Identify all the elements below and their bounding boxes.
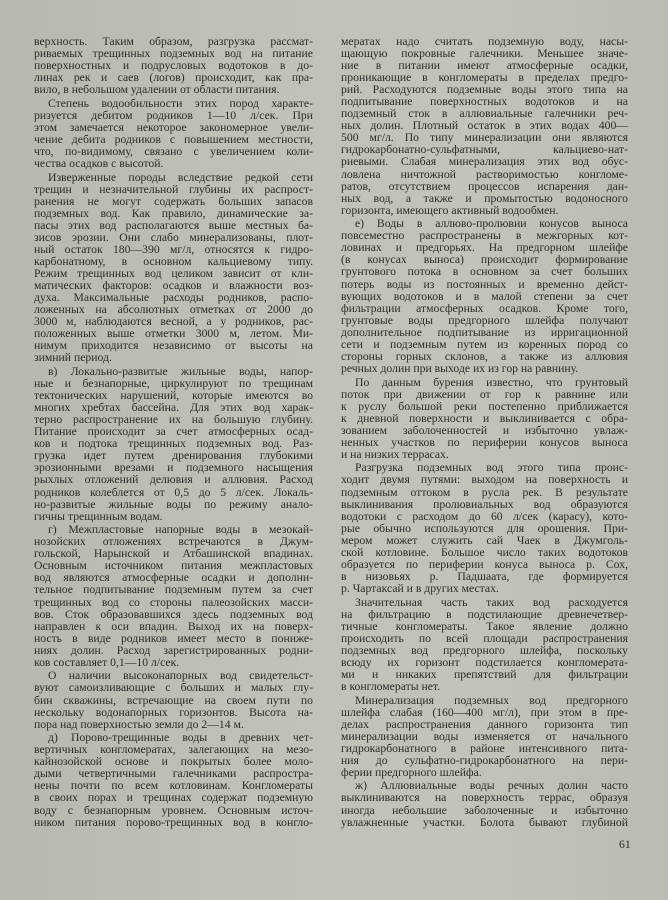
text-line: О наличии высоконапорных вод свидетельст- [48, 669, 313, 683]
text-line: этом замечается некоторое закономерное увели- [34, 120, 313, 134]
text-line: подземный сток в аллювиальные галечники реч- [341, 107, 628, 121]
text-line: к дневной поверхности и выклинивается с обра- [341, 411, 628, 425]
text-line: ный остаток 180—390 мг/л, относятся к гидро- [34, 242, 313, 256]
text-line: духа. Максимальные расходы родников, распо- [34, 291, 313, 305]
text-line: ферии предгорного шлейфа. [341, 765, 482, 779]
text-line: нимум приходится независимо от высоты на [34, 339, 313, 353]
text-line: гидрокарбонатного в районе интенсивного пита- [341, 741, 628, 755]
text-line: ненных участков по периферии конусов выноса [341, 435, 628, 449]
text-line: ранения не могут содержать больших запасов [34, 194, 313, 208]
text-line: тичные конгломераты. Такое явление должно [341, 619, 628, 633]
text-line: чение дебита родников с повышением местности, [34, 132, 313, 146]
text-line: родников колеблется от 0,5 до 5 л/сек. Локаль- [34, 485, 313, 499]
text-line: вертичных конгломератах, залегающих на мезо- [34, 743, 313, 757]
text-line: ные и безнапорные, циркулируют по трещинам [34, 377, 313, 391]
text-line: ризуется дебитом родников 1—10 л/сек. При [34, 108, 313, 122]
text-line: образуется по периферии конуса выноса р. Сох, [341, 557, 628, 571]
text-line: фильтрации атмосферных осадков. Кроме того, [341, 301, 628, 315]
text-line: бин скважины, встречающие на своем пути по [34, 693, 313, 707]
text-line: тектонических нарушений, которые имеются во [34, 389, 313, 403]
text-line: выклиниваются на поверхность террас, образуя [341, 791, 628, 805]
text-line: в своих порах и трещинах содержат подземную [34, 791, 313, 805]
text-line: ния до сульфатно-гидрокарбонатного на пери- [341, 753, 628, 767]
text-line: в) Локально-развитые жильные воды, напор- [48, 365, 313, 379]
text-line: Основным источником питания межпластовых [34, 559, 313, 573]
text-line: ж) Аллювиальные воды речных долин часто [355, 779, 628, 793]
text-line: трещинных вод со стороны палеозойских масси- [34, 595, 313, 609]
text-line: проникающие в конгломераты в пределах предго- [341, 71, 628, 85]
text-line: Степень водообильности этих пород характе- [48, 96, 313, 110]
text-line: грунтовые воды предгорного шлейфа получают [341, 313, 628, 327]
text-line: гидрокарбонатно-сульфатными, кальциево-нат- [341, 143, 628, 157]
text-line: (в конусах выноса) происходит формирование [341, 253, 628, 267]
text-line: Режим трещинных вод целиком зависит от кли- [34, 267, 313, 281]
text-line: ником питания порово-трещинных вод в конгло- [34, 815, 313, 829]
text-line: направлен к оси впадин. Выход их на поверх- [34, 619, 313, 633]
text-line: и на низких террасах. [341, 447, 449, 461]
text-line: поток при движении от гор к равнине или [341, 387, 628, 401]
text-line: рий. Расходуются подземные воды этого типа на [341, 83, 628, 97]
paragraph [34, 670, 313, 730]
paragraph [341, 462, 628, 595]
text-line: грунтового потока в основном за счет больших [341, 265, 628, 279]
text-line: тельное подпитывание подземным путем за счет [34, 583, 313, 597]
text-line: пасы этих вод располагаются выше местных ба- [34, 218, 313, 232]
text-line: верхность. Таким образом, разгрузка рассмат- [34, 35, 313, 48]
text-line: эрозионными врезами и подземного насыщения [34, 461, 313, 475]
text-line: но-развитые жильные воды по режиму анало- [34, 497, 313, 511]
paragraph [341, 377, 628, 461]
text-line: рыхлых отложений делювия и аллювия. Расход [34, 473, 313, 487]
text-line: мером может служить сай Чаек в Джумголь- [341, 533, 628, 547]
text-line: Разгрузка подземных вод этого типа проис- [355, 461, 628, 475]
text-line: зисов эрозии. Они слабо минерализованы, плот- [34, 230, 313, 244]
text-line: ных вод, а также и промытостью водоносного [341, 191, 628, 205]
text-line: к руслу большой реки постепенно приближается [341, 399, 628, 413]
text-line: вов. Сток образовавшихся здесь подземных вод [34, 607, 313, 621]
text-line: дыми четвертичными галечниками распростра- [34, 767, 313, 781]
text-line: вующих водотоков и в малой степени за счет [341, 289, 628, 303]
text-line: ков и подтока трещинных подземных вод. Раз- [34, 437, 313, 451]
text-line: д) Порово-трещинные воды в древних чет- [48, 731, 313, 745]
text-line: вило, в небольшом удалении от области питания. [34, 83, 280, 97]
paragraph [341, 597, 628, 693]
text-line: многих хребтах бассейна. Для этих вод харак- [34, 401, 313, 415]
text-line: повсеместно распространены в межгорных кот- [341, 229, 628, 243]
text-line: линах рек и саев (логов) происходит, как пра- [34, 71, 313, 85]
text-line: ниях долин. Расход зарегистрированных родни- [34, 643, 313, 657]
text-line: зованием заболоченностей и избыточно увлаж- [341, 423, 628, 437]
text-line: подземным оттоком в русла рек. В результате [341, 485, 628, 499]
text-line: подземных вод. Как правило, динамические за- [34, 206, 313, 220]
text-line: Изверженные породы вследствие редкой сети [48, 170, 313, 184]
text-line: грузка идет путем дренирования глубокими [34, 449, 313, 463]
text-line: речных долин при выходе их из гор на равнину. [341, 361, 579, 375]
text-line: щающую покровные галечники. Меньшее значе- [341, 47, 628, 61]
text-line: ных долин. Плотный остаток в этих водах 400— [341, 119, 628, 133]
text-line: ловинах и предгорьях. На предгорном шлейфе [341, 241, 628, 255]
text-line: ков составляет 0,1—10 л/сек. [34, 655, 180, 669]
text-line: дополнительное подпитывание из ирригационной [341, 325, 628, 339]
text-line: гичны трещинным водам. [34, 509, 163, 523]
text-line: водотоки с расходом до 60 л/сек (карасу), кото- [341, 509, 628, 523]
paragraph [34, 732, 313, 828]
paragraph [34, 524, 313, 669]
text-line: на фильтрацию в подстилающие древнечетвер- [341, 607, 628, 621]
text-line: делах распространения данного горизонта тип [341, 717, 628, 731]
text-line: чества осадков с высотой. [34, 157, 164, 171]
text-line: воду с безнапорным уровнем. Основным источ- [34, 803, 313, 817]
text-line: Питание происходит за счет атмосферных осад- [34, 425, 313, 439]
text-line: рые обычно используются для орошения. При- [341, 521, 628, 535]
text-line: р. Чартаксай и в других местах. [341, 581, 499, 595]
text-line: вод являются атмосферные осадки и дополни- [34, 571, 313, 585]
paragraph [341, 218, 628, 375]
text-line: подземных вод предгорного шлейфа, поскольку [341, 643, 628, 657]
paragraph [341, 695, 628, 779]
text-line: ходит двумя путями: выходом на поверхность и [341, 473, 628, 487]
text-line: е) Воды в аллюво-пролювии конусов выноса [355, 217, 628, 231]
text-line: пора над поверхностью земли до 2—14 м. [34, 717, 244, 731]
paragraph [34, 366, 313, 523]
left-text-column [34, 36, 313, 830]
text-line: матических факторов: осадков и влажности воз- [34, 279, 313, 293]
text-line: ложенных на абсолютных отметках от 2000 до [34, 303, 313, 317]
text-line: горизонта, имеющего активный водообмен. [341, 203, 559, 217]
text-line: ловлена ничтожной растворимостью конгломе- [341, 167, 628, 181]
text-line: происходить по всей площади распространения [341, 631, 628, 645]
paragraph [34, 98, 313, 170]
text-line: карбонатному, в основном кальциевому типу. [34, 255, 313, 269]
text-line: мератах надо считать подземную воду, насы- [341, 35, 628, 48]
text-line: зимний период. [34, 351, 112, 365]
text-line: потерь воды из постоянных и временно дейст- [341, 277, 628, 291]
text-line: в низовьях р. Падшаата, где формируется [341, 569, 628, 583]
paragraph [34, 172, 313, 365]
paragraph [341, 36, 628, 217]
text-line: ратов, отсутствием процессов испарения дан- [341, 179, 628, 193]
text-line: нескольку водонапорных горизонтов. Высота на- [34, 705, 313, 719]
paragraph [341, 780, 628, 828]
text-line: подпитывание поверхностных водотоков и на [341, 95, 628, 109]
text-line: в конгломераты нет. [341, 679, 441, 693]
right-text-column [341, 36, 628, 830]
text-line: трещин и незначительной глубины их распрост- [34, 182, 313, 196]
text-line: г) Межпластовые напорные воды в мезокай- [48, 523, 313, 537]
text-line: ской котловине. Большое число таких водотоков [341, 545, 628, 559]
text-line: вуют самоизливающие с больших и малых глу- [34, 681, 313, 695]
text-line: кайнозойской основе и покрытых более моло- [34, 755, 313, 769]
text-line: всюду их горизонт подстилается конгломерата- [341, 655, 628, 669]
text-line: выклинивания пролювиальных вод образуются [341, 497, 628, 511]
text-line: сети и подземным путем из коренных пород со [341, 337, 628, 351]
text-line: увлажненные участки. Болота бывают глубиной [341, 815, 628, 829]
text-line: ми и никаких препятствий для фильтрации [341, 667, 628, 681]
text-line: гольской, Нарынской и Атбашинской впадинах. [34, 547, 313, 561]
text-line: По данным бурения известно, что грунтовый [355, 375, 628, 389]
text-line: ность в виде родников имеет место в пониже- [34, 631, 313, 645]
text-line: нозойских отложениях встречаются в Джум- [34, 535, 313, 549]
text-line: ние в питании имеют атмосферные осадки, [341, 59, 628, 73]
page-number: 61 [619, 838, 631, 851]
text-line: Значительная часть таких вод расходуется [355, 595, 628, 609]
text-line: 500 мг/л. По типу минерализации они являются [341, 131, 628, 145]
text-line: шлейфа слабая (160—400 мг/л), при этом в пре- [341, 705, 628, 719]
text-line: стороны горных склонов, а также из аллювия [341, 349, 628, 363]
text-line: Минерализация подземных вод предгорного [355, 693, 628, 707]
text-line: терно распространение их на большую глубину. [34, 413, 313, 427]
text-line: нены почти по всем котловинам. Конгломераты [34, 779, 313, 793]
text-line: иногда небольшие заболоченные и избыточно [341, 803, 628, 817]
text-line: 3000 м, наблюдаются весной, а у родников, рас- [34, 315, 313, 329]
text-line: что, по-видимому, связано с увеличением коли- [34, 145, 313, 159]
text-line: риваемых трещинных подземных вод на питание [34, 47, 313, 61]
text-line: поверхностных и подрусловых водотоков в до- [34, 59, 313, 73]
text-line: минерализации воды изменяется от начального [341, 729, 628, 743]
text-line: положенных выше отметки 3000 м, летом. Ми- [34, 327, 313, 341]
paragraph [34, 36, 313, 96]
text-line: риевыми. Слабая минерализация этих вод обус- [341, 155, 628, 169]
